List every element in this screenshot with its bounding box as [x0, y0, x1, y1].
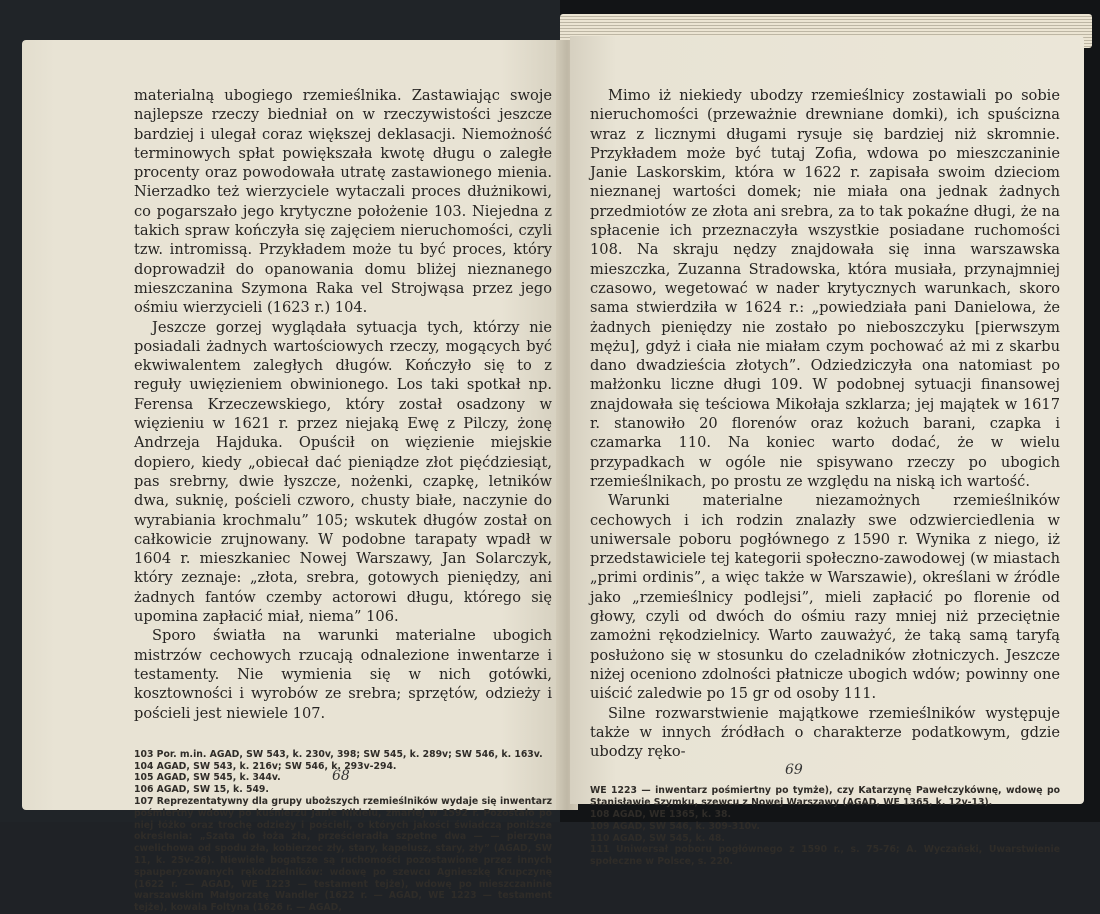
footnote: 105 AGAD, SW 545, k. 344v. — [134, 772, 281, 784]
page-number: 69 — [785, 762, 803, 778]
footnote: 110 AGAD, SW 545, k. 48. — [590, 832, 725, 844]
footnote: 104 AGAD, SW 543, k. 216v; SW 546, k. 293v-294. — [134, 760, 397, 772]
paragraph: Warunki materialne niezamożnych rzemieślników cechowych i ich rodzin znalazły swe odzwierciedlenia w uniwersale poboru pogłównego z 1590 r. Wynika z niego, iż przedstawiciele tej kategorii społeczno-zawodowej (w miastach „primi ordinis”, a więc także w Warszawie), określani w źródle jako „rzemieślnicy podlejsi”, mieli zapłacić po florenie od głowy, czyli od dwóch do ośmiu razy mniej niż przeciętnie zamożni rękodzielnicy. Warto zauważyć, że taką samą taryfą posłużono się w stosunku do czeladników złotniczych. Jeszcze niżej oceniono zdolności płatnicze ubogich wdów; powinny one uiścić zaledwie po 15 gr od osoby 111. — [590, 492, 1060, 703]
footnote: 108 AGAD, WE 1365, k. 38. — [590, 808, 732, 820]
paragraph: materialną ubogiego rzemieślnika. Zastawiając swoje najlepsze rzeczy biedniał on w rzeczywistości jeszcze bardziej i ulegał coraz większej deklasacji. Niemożność terminowych spłat powiększała kwotę długu o zaległe procenty oraz powodowała utratę zastawionego mienia. Nierzadko też wierzyciele wytaczali proces dłużnikowi, co pogarszało jego krytyczne położenie 103. Niejedna z takich spraw kończyła się zajęciem nieruchomości, czyli tzw. intromissą. Przykładem może tu być proces, który doprowadził do opanowania domu bliżej nieznanego mieszczanina Szymona Raka vel Strojwąsa przez jego ośmiu wierzycieli (1623 r.) 104. — [134, 87, 552, 317]
left-page — [22, 40, 566, 914]
footnote: 103 Por. m.in. AGAD, SW 543, k. 230v, 398; SW 545, k. 289v; SW 546, k. 163v. — [134, 748, 543, 760]
paragraph: Silne rozwarstwienie majątkowe rzemieślników występuje także w innych źródłach o charakterze podatkowym, gdzie ubodzy ręko- — [590, 704, 1060, 761]
footnote: 107 Reprezentatywny dla grupy uboższych rzemieślników wydaje się inwentarz pośmiertny wdowy po kuśnierzu Janie Nikielu, zmarłej w 1592 r. Pozostało po niej łóżko oraz trochę odzieży i pościeli, o których jakości świadczą poniższe określenia: „Szata do łoża zła, prześcieradła szpetne dwa — — pierzyna cwelichowa od spodu zła, kobierzec zły, stary, kapelusz, stary, zły” (AGAD, SW 11, k. 25v-26). Niewiele bogatsze są ruchomości pozostawione przez innych spauperyzowanych rękodzielników: wdowę po szewcu Agnieszkę Krupczynę (1622 r. — AGAD, WE 1223 — testament tejże), wdowę po mieszczaninie warszawskim Małgorzatę Wandler (1622 r. — AGAD, WE 1223 — testament tejże), kowala Foltyna (1626 r. — AGAD, — [134, 795, 552, 914]
right-page — [570, 36, 1084, 868]
footnote: 109 AGAD, SW 546, k. 309-310v. — [590, 820, 760, 832]
footnote: 111 Uniwersał poboru pogłównego z 1590 r., s. 75-76; A. Wyczański, Uwarstwienie społeczne w Polsce, s. 220. — [590, 844, 1060, 868]
right-footnotes — [590, 785, 1060, 868]
paragraph: Mimo iż niekiedy ubodzy rzemieślnicy zostawiali po sobie nieruchomości (przeważnie drewniane domki), ich spuścizna wraz z licznymi długami rysuje się bardziej niż skromnie. Przykładem może być tutaj Zofia, wdowa po mieszczaninie Janie Laskorskim, która w 1622 r. zapisała swoim dzieciom nieznanej wartości domek; nie miała ona jednak żadnych przedmiotów ze złota ani srebra, za to tak pokaźne długi, że na spłacenie ich przeznaczyła wszystkie posiadane ruchomości 108. Na skraju nędzy znajdowała się inna warszawska mieszczka, Zuzanna Stradowska, która musiała, przynajmniej czasowo, wegetować w nader krytycznych warunkach, skoro sama stwierdziła w 1624 r.: „powiedziała pani Danielowa, że żadnych pieniędzy nie zostało po nieboszczyku [pierwszym mężu], gdyż i ciała nie miałam czym pochować aż mi z skarbu dano dwadzieścia złotych”. Odziedziczyła ona natomiast po małżonku liczne długi 109. W podobnej sytuacji finansowej znajdowała się teściowa Mikołaja szklarza; jej majątek w 1617 r. stanowiło 20 florenów oraz kożuch barani, czapka i czamarka 110. Na koniec warto dodać, że w wielu przypadkach w ogóle nie spisywano rzeczy po ubogich rzemieślnikach, po prostu ze względu na niską ich wartość. — [590, 87, 1060, 490]
footnote: 106 AGAD, SW 15, k. 549. — [134, 784, 269, 796]
paragraph: Sporo światła na warunki materialne ubogich mistrzów cechowych rzucają odnalezione inwentarze i testamenty. Nie wymienia się w nich gotówki, kosztowności i wyrobów ze srebra; sprzętów, odzieży i pościeli jest niewiele 107. — [134, 627, 552, 722]
footnote: WE 1223 — inwentarz pośmiertny po tymże), czy Katarzynę Pawełczykównę, wdowę po Stanisławie Szymku, szewcu z Nowej Warszawy (AGAD, WE 1365, k. 12v-13). — [590, 785, 1060, 809]
right-page-body — [590, 86, 1060, 761]
paragraph: Jeszcze gorzej wyglądała sytuacja tych, którzy nie posiadali żadnych wartościowych rzeczy, mogących być ekwiwalentem zaległych długów. Kończyło się to z reguły uwięzieniem obwinionego. Los taki spotkał np. Ferensa Krzeczewskiego, który został osadzony w więzieniu w 1621 r. przez niejaką Ewę z Pilczy, żonę Andrzeja Hajduka. Opuścił on więzienie miejskie dopiero, kiedy „obiecał dać pieniądze złot pięćdziesiąt, pas srebrny, dwie łyszcze, nożenki, czapkę, letników dwa, suknię, pościeli czworo, chusty białe, naczynie do wyrabiania krochmalu” 105; wskutek długów został on całkowicie zrujnowany. W podobne tarapaty wpadł w 1604 r. mieszkaniec Nowej Warszawy, Jan Solarczyk, który zeznaje: „złota, srebra, gotowych pieniędzy, ani żadnych fantów czemby actorowi długu, którego się upomina zapłacić miał, niema” 106. — [134, 318, 552, 626]
page-number: 68 — [332, 768, 350, 784]
left-page-body — [134, 86, 552, 723]
